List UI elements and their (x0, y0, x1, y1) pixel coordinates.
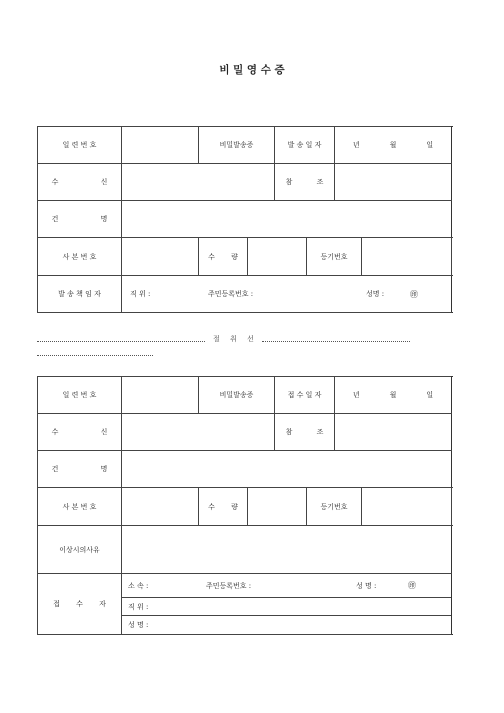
signature-label: 성 명 : (356, 581, 377, 590)
year-label: 년 (352, 141, 360, 149)
reference-field[interactable] (335, 164, 452, 201)
page-title: 비 밀 영 수 증 (219, 64, 285, 76)
dispatch-date-label: 발 송 일 자 (275, 127, 335, 164)
receipt-form-table (37, 376, 452, 635)
quantity-label: 수 량 (199, 488, 248, 525)
quantity-registry-group (199, 488, 452, 526)
day-label: 일 (426, 141, 434, 149)
position-label: 직 위 : (130, 290, 151, 298)
registry-number-label: 등기번호 (307, 488, 362, 525)
cut-line-dots (37, 337, 205, 342)
recipient-field[interactable] (122, 164, 275, 201)
reference-field[interactable] (335, 414, 452, 451)
registry-number-label: 등기번호 (307, 238, 362, 275)
recipient-field[interactable] (122, 414, 275, 451)
subject-field[interactable] (122, 201, 452, 238)
receiver-field[interactable] (122, 574, 452, 635)
cut-line-dots (262, 337, 410, 342)
day-label: 일 (426, 391, 434, 399)
month-label: 월 (389, 141, 397, 149)
quantity-registry-group (199, 238, 452, 276)
serial-number-field[interactable] (122, 127, 199, 164)
serial-number-label: 일 련 번 호 (38, 377, 122, 414)
sender-officer-field[interactable] (122, 276, 452, 313)
anomaly-reason-label: 이상시의사유 (38, 526, 122, 574)
subject-field[interactable] (122, 451, 452, 488)
reference-label: 참 조 (275, 414, 335, 451)
affiliation-label: 소 속 : (128, 581, 149, 590)
copy-number-field[interactable] (122, 238, 199, 276)
sender-officer-label: 발 송 책 임 자 (38, 276, 122, 313)
position-label: 직 위 : (128, 602, 149, 611)
month-label: 월 (389, 391, 397, 399)
secret-send-label: 비밀발송증 (199, 377, 275, 414)
signature-label: 성명 : (366, 290, 385, 298)
receiver-label: 접 수 자 (38, 574, 122, 635)
dispatch-date-field[interactable] (335, 127, 452, 164)
subject-label: 건 명 (38, 451, 122, 488)
seal-icon: ㊞ (408, 581, 416, 590)
quantity-field[interactable] (248, 488, 307, 525)
resident-id-label: 주민등록번호 : (208, 290, 254, 298)
name-label: 성 명 : (128, 621, 149, 629)
receipt-date-label: 접 수 일 자 (275, 377, 335, 414)
recipient-label: 수 신 (38, 164, 122, 201)
receipt-date-field[interactable] (335, 377, 452, 414)
cut-line-label: 절 취 선 (213, 335, 254, 343)
serial-number-label: 일 련 번 호 (38, 127, 122, 164)
recipient-label: 수 신 (38, 414, 122, 451)
registry-number-field[interactable] (362, 238, 451, 275)
anomaly-reason-field[interactable] (122, 526, 452, 574)
copy-number-label: 사 본 번 호 (38, 488, 122, 526)
copy-number-field[interactable] (122, 488, 199, 526)
dispatch-form-table (37, 126, 452, 313)
seal-icon: ㊞ (410, 289, 418, 299)
reference-label: 참 조 (275, 164, 335, 201)
registry-number-field[interactable] (362, 488, 451, 525)
cut-line (37, 332, 451, 360)
resident-id-label: 주민등록번호 : (206, 581, 252, 590)
cut-line-dots (37, 351, 153, 356)
quantity-field[interactable] (248, 238, 307, 275)
quantity-label: 수 량 (199, 238, 248, 275)
copy-number-label: 사 본 번 호 (38, 238, 122, 276)
serial-number-field[interactable] (122, 377, 199, 414)
year-label: 년 (352, 391, 360, 399)
secret-send-label: 비밀발송증 (199, 127, 275, 164)
subject-label: 건 명 (38, 201, 122, 238)
